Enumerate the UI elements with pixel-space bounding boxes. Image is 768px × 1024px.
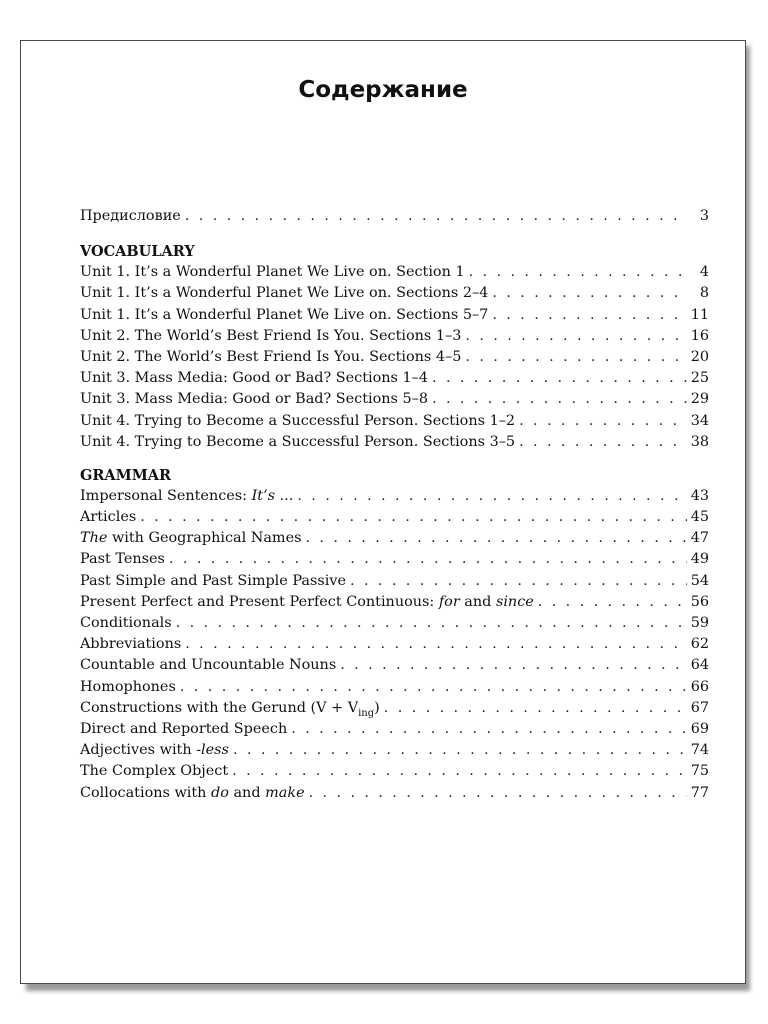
leader-dots bbox=[305, 528, 686, 549]
leader-dots bbox=[519, 411, 687, 432]
toc-label: Direct and Reported Speech bbox=[80, 720, 288, 737]
toc-row-vocabulary bbox=[80, 347, 709, 368]
toc-label: Present Perfect and Present Perfect Continuous: for and since bbox=[80, 593, 534, 610]
toc-label: Countable and Uncountable Nouns bbox=[80, 657, 337, 674]
toc-page-number: 59 bbox=[690, 615, 709, 631]
toc-label: The with Geographical Names bbox=[80, 530, 302, 547]
toc-label: Unit 2. The World’s Best Friend Is You. Sections 4–5 bbox=[80, 348, 462, 365]
toc-row-collocations bbox=[80, 783, 709, 804]
toc-label: Adjectives with -less bbox=[80, 742, 229, 759]
toc-row-vocabulary bbox=[80, 283, 709, 304]
toc-page-number: 75 bbox=[690, 763, 709, 780]
leader-dots bbox=[492, 283, 687, 304]
toc-row-vocabulary bbox=[80, 389, 709, 410]
leader-dots bbox=[185, 634, 686, 655]
toc-label: Unit 4. Trying to Become a Successful Person. Sections 3–5 bbox=[80, 433, 516, 450]
toc-label: Articles bbox=[80, 509, 137, 526]
toc-page-number: 74 bbox=[690, 742, 709, 759]
toc-row-vocabulary bbox=[80, 432, 709, 453]
toc-row-countable bbox=[80, 655, 709, 676]
leader-dots bbox=[350, 571, 687, 592]
toc-page-number: 66 bbox=[690, 678, 709, 695]
toc-page-number: 47 bbox=[690, 530, 709, 547]
toc-page-number: 64 bbox=[690, 657, 709, 674]
toc-page-number: 11 bbox=[690, 306, 709, 323]
toc-label: The Complex Object bbox=[80, 763, 229, 780]
toc-row-impersonal bbox=[80, 486, 709, 507]
leader-dots bbox=[519, 432, 687, 453]
toc-page-number: 67 bbox=[690, 699, 709, 716]
toc-row-homophones bbox=[80, 677, 709, 698]
leader-dots bbox=[384, 698, 687, 719]
leader-dots bbox=[297, 486, 686, 507]
toc-label: Unit 4. Trying to Become a Successful Person. Sections 1–2 bbox=[80, 412, 516, 429]
toc-label: Constructions with the Gerund $(V + V_{ing})$ bbox=[80, 699, 380, 719]
leader-dots bbox=[233, 740, 687, 761]
toc-page-number: 56 bbox=[690, 593, 709, 610]
section-heading-vocabulary: VOCABULARY bbox=[80, 243, 195, 261]
toc-label: Past Tenses bbox=[80, 551, 165, 568]
leader-dots bbox=[492, 305, 686, 326]
toc-row-adjectives-less bbox=[80, 740, 709, 761]
toc-row-reported-speech bbox=[80, 719, 709, 740]
section-heading-grammar: GRAMMAR bbox=[80, 466, 172, 484]
toc-row-abbreviations bbox=[80, 634, 709, 655]
toc-row-articles bbox=[80, 507, 709, 528]
toc-page-number: 4 bbox=[699, 264, 709, 281]
document-page bbox=[20, 40, 746, 984]
leader-dots bbox=[432, 389, 687, 410]
toc-label: Unit 3. Mass Media: Good or Bad? Sections 1–4 bbox=[80, 370, 428, 387]
toc-label: Unit 1. It’s a Wonderful Planet We Live on. Sections 5–7 bbox=[80, 306, 489, 323]
toc-row-complex-object bbox=[80, 761, 709, 782]
leader-dots bbox=[185, 206, 687, 227]
toc-page-number: 54 bbox=[690, 572, 709, 589]
toc-row-vocabulary bbox=[80, 326, 709, 347]
toc-page-number: 34 bbox=[690, 412, 709, 429]
toc-page-number: 3 bbox=[699, 208, 709, 224]
leader-dots bbox=[469, 262, 687, 283]
toc-row-gerund bbox=[80, 698, 709, 719]
toc-row-vocabulary bbox=[80, 305, 709, 326]
toc-label: Предисловие bbox=[80, 208, 181, 224]
toc-label: Conditionals bbox=[80, 615, 172, 631]
toc-page-number: 45 bbox=[690, 509, 709, 526]
toc-page-number: 49 bbox=[690, 551, 709, 568]
leader-dots bbox=[140, 507, 686, 528]
toc-page-number: 77 bbox=[690, 784, 709, 801]
toc-label: Past Simple and Past Simple Passive bbox=[80, 572, 347, 589]
toc-row-past-tenses bbox=[80, 549, 709, 570]
toc-page-number: 25 bbox=[690, 370, 709, 387]
leader-dots bbox=[309, 783, 687, 804]
toc-row-the-geographical bbox=[80, 528, 709, 549]
leader-dots bbox=[538, 592, 687, 613]
toc-label: Impersonal Sentences: It’s ... bbox=[80, 487, 294, 504]
leader-dots bbox=[465, 326, 686, 347]
toc-page-number: 20 bbox=[690, 348, 709, 365]
toc-page-number: 29 bbox=[690, 391, 709, 408]
vocabulary-list bbox=[80, 262, 709, 453]
toc-label: Unit 1. It’s a Wonderful Planet We Live on. Section 1 bbox=[80, 264, 465, 281]
leader-dots bbox=[180, 677, 687, 698]
leader-dots bbox=[176, 613, 687, 634]
toc-page-number: 8 bbox=[699, 285, 709, 302]
page-title: Содержание bbox=[298, 77, 468, 103]
leader-dots bbox=[291, 719, 686, 740]
toc-row-vocabulary bbox=[80, 411, 709, 432]
toc-page-number: 62 bbox=[690, 636, 709, 653]
toc-row-vocabulary bbox=[80, 368, 709, 389]
toc-row-present-perfect bbox=[80, 592, 709, 613]
toc-label: Unit 2. The World’s Best Friend Is You. Sections 1–3 bbox=[80, 327, 462, 344]
toc-label: Unit 3. Mass Media: Good or Bad? Sections 5–8 bbox=[80, 391, 428, 408]
toc-row-vocabulary bbox=[80, 262, 709, 283]
toc-row-conditionals bbox=[80, 613, 709, 634]
toc-page-number: 69 bbox=[690, 720, 709, 737]
leader-dots bbox=[232, 761, 687, 782]
toc-label: Collocations with do and make bbox=[80, 784, 305, 801]
leader-dots bbox=[169, 549, 687, 570]
leader-dots bbox=[340, 655, 686, 676]
leader-dots bbox=[465, 347, 686, 368]
toc-row-preface bbox=[80, 206, 709, 227]
toc-page-number: 38 bbox=[690, 433, 709, 450]
leader-dots bbox=[432, 368, 687, 389]
toc-label: Homophones bbox=[80, 678, 176, 695]
table-of-contents bbox=[80, 206, 709, 804]
toc-label: Unit 1. It’s a Wonderful Planet We Live on. Sections 2–4 bbox=[80, 285, 489, 302]
toc-page-number: 43 bbox=[690, 487, 709, 504]
toc-row-past-simple bbox=[80, 571, 709, 592]
toc-label: Abbreviations bbox=[80, 636, 182, 653]
toc-page-number: 16 bbox=[690, 327, 709, 344]
